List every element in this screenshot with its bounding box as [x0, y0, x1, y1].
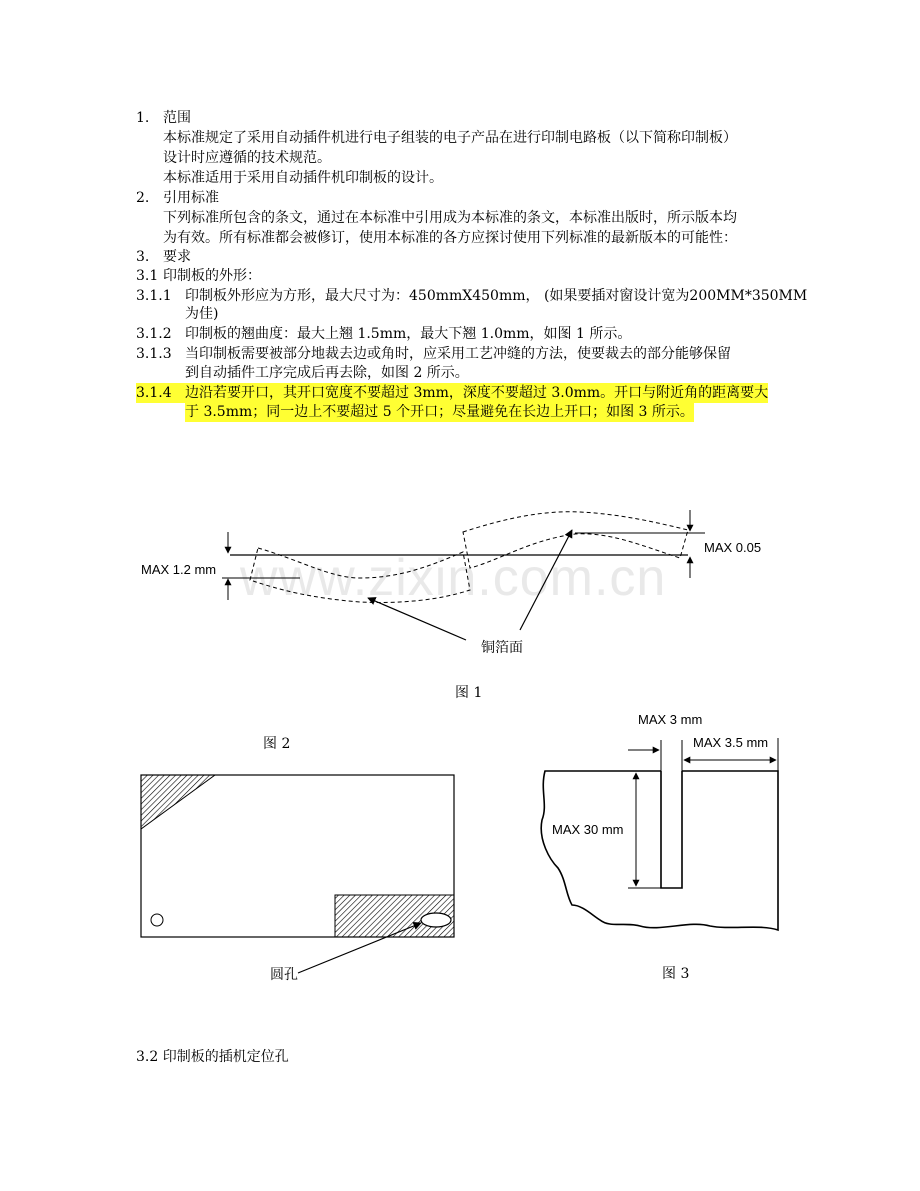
s311-number: 3.1.1 — [136, 288, 172, 304]
s2-para1-line1: 下列标准所包含的条文，通过在本标准中引用成为本标准的条文，本标准出版时，所示版本均 — [163, 210, 737, 226]
fig3-board-outline — [541, 771, 778, 930]
s2-para1-line2: 为有效。所有标准都会被修订，使用本标准的各方应探讨使用下列标准的最新版本的可能性： — [163, 230, 737, 246]
s313-line2: 到自动插件工序完成后再去除，如图 2 所示。 — [185, 365, 469, 381]
fig3-caption: 图 3 — [662, 966, 690, 982]
s3-number: 3. — [136, 249, 150, 265]
s32-heading: 3.2 印制板的插机定位孔 — [136, 1049, 289, 1065]
s313-line1: 当印制板需要被部分地裁去边或角时，应采用工艺冲缝的方法，使要裁去的部分能够保留 — [185, 346, 731, 362]
s311-line1: 印制板外形应为方形，最大尺寸为：450mmX450mm， (如果要插对窗设计宽为200MM*350MM — [185, 288, 808, 304]
s1-para2: 本标准适用于采用自动插件机印制板的设计。 — [163, 170, 443, 186]
fig1-leader-left — [368, 598, 466, 640]
s31-title: 印制板的外形： — [163, 268, 261, 284]
fig1-max-right-label: MAX 0.05 — [704, 540, 762, 555]
fig1-max-left-label: MAX 1.2 mm — [141, 562, 217, 577]
fig1-warp-up — [463, 512, 688, 568]
fig3-max-width-label: MAX 3 mm — [638, 712, 703, 727]
fig3-max-depth-label: MAX 30 mm — [552, 822, 624, 837]
s314-number: 3.1.4 — [136, 383, 186, 403]
s1-title: 范围 — [163, 110, 191, 126]
s314-line2: 于 3.5mm；同一边上不要超过 5 个开口；尽量避免在长边上开口；如图 3 所示。 — [185, 404, 694, 420]
s314-line1: 边沿若要开口，其开口宽度不要超过 3mm，深度不要超过 3.0mm。开口与附近角的距离要大 — [185, 385, 769, 401]
fig1-leader-right — [520, 530, 572, 630]
s31-number: 3.1 — [136, 268, 159, 284]
s2-number: 2. — [136, 190, 150, 206]
fig2-hole-label: 圆孔 — [270, 967, 298, 983]
s313-number: 3.1.3 — [136, 346, 172, 362]
s2-title: 引用标准 — [163, 190, 219, 206]
fig1-caption: 图 1 — [455, 685, 483, 701]
fig1-diagram — [222, 510, 705, 640]
s311-line2: 为佳) — [185, 306, 219, 322]
s1-para1-line1: 本标准规定了采用自动插件机进行电子组装的电子产品在进行印制电路板（以下简称印制板） — [163, 130, 737, 146]
fig3-max-dist-label: MAX 3.5 mm — [693, 735, 769, 750]
fig1-warp-down — [250, 548, 470, 603]
fig2-diagram — [141, 775, 454, 973]
s1-para1-line2: 设计时应遵循的技术规范。 — [163, 150, 331, 166]
fig2-caption: 图 2 — [263, 736, 291, 752]
fig2-round-hole — [151, 914, 163, 926]
s312-line1: 印制板的翘曲度：最大上翘 1.5mm，最大下翘 1.0mm，如图 1 所示。 — [185, 326, 632, 342]
s1-number: 1. — [136, 110, 150, 126]
fig2-hatched-corner — [141, 775, 215, 829]
s3-title: 要求 — [163, 249, 191, 265]
s312-number: 3.1.2 — [136, 326, 172, 342]
fig1-copper-label: 铜箔面 — [481, 640, 523, 656]
fig3-slot — [661, 771, 682, 888]
fig2-oval-hole — [421, 913, 451, 927]
watermark: www.zixin.com.cn — [240, 549, 667, 607]
